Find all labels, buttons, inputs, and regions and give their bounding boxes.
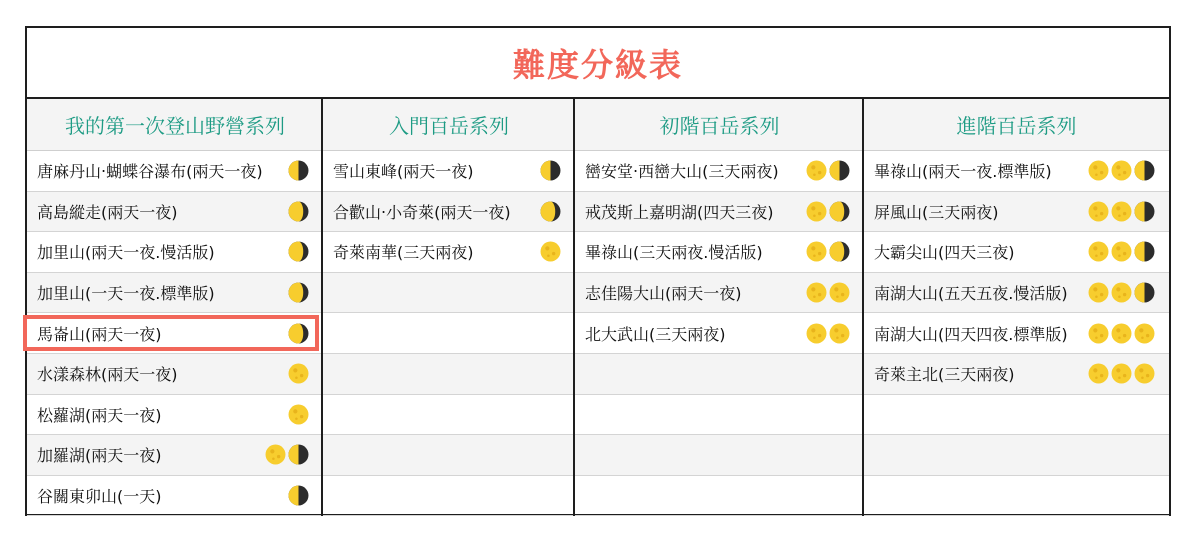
table-row <box>575 395 864 436</box>
difficulty-rating <box>288 323 309 344</box>
table-row <box>323 192 575 233</box>
half-moon-icon <box>288 444 309 465</box>
trip-label: 巒安堂‧西巒大山(三天兩夜) <box>585 162 779 182</box>
table-row <box>864 354 1169 395</box>
full-moon-icon <box>1088 160 1109 181</box>
difficulty-rating <box>540 201 561 222</box>
difficulty-rating <box>806 160 850 181</box>
half-moon-icon <box>1134 282 1155 303</box>
difficulty-rating <box>288 160 309 181</box>
trip-label: 屏風山(三天兩夜) <box>874 202 999 222</box>
table-row <box>575 354 864 395</box>
trip-label: 南湖大山(五天五夜.慢活版) <box>874 284 1068 304</box>
column-header: 入門百岳系列 <box>323 99 575 151</box>
difficulty-rating <box>806 241 850 262</box>
gibbous-moon-icon <box>288 282 309 303</box>
difficulty-rating <box>1088 363 1155 384</box>
table-row <box>323 273 575 314</box>
table-row <box>575 313 864 354</box>
column-header: 我的第一次登山野營系列 <box>27 99 323 151</box>
difficulty-rating <box>1088 241 1155 262</box>
full-moon-icon <box>1111 282 1132 303</box>
trip-label: 加里山(兩天一夜.慢活版) <box>37 243 215 263</box>
full-moon-icon <box>1134 323 1155 344</box>
full-moon-icon <box>1111 363 1132 384</box>
difficulty-rating <box>288 363 309 384</box>
difficulty-rating <box>540 241 561 262</box>
gibbous-moon-icon <box>288 201 309 222</box>
difficulty-rating <box>1088 160 1155 181</box>
column-intro-peaks <box>321 99 575 516</box>
half-moon-icon <box>1134 241 1155 262</box>
trip-label: 戒茂斯上嘉明湖(四天三夜) <box>585 202 774 222</box>
full-moon-icon <box>1134 363 1155 384</box>
full-moon-icon <box>806 201 827 222</box>
full-moon-icon <box>1088 201 1109 222</box>
table-row <box>864 232 1169 273</box>
difficulty-rating <box>288 485 309 506</box>
difficulty-rating <box>806 282 850 303</box>
difficulty-rating <box>1088 282 1155 303</box>
table-row <box>864 151 1169 192</box>
gibbous-moon-icon <box>829 201 850 222</box>
trip-label: 水漾森林(兩天一夜) <box>37 365 178 385</box>
full-moon-icon <box>829 282 850 303</box>
half-moon-icon <box>288 160 309 181</box>
table-row <box>864 476 1169 517</box>
difficulty-rating <box>540 160 561 181</box>
full-moon-icon <box>540 241 561 262</box>
table-row <box>323 313 575 354</box>
table-row <box>323 476 575 517</box>
table-row <box>575 151 864 192</box>
difficulty-rating <box>288 201 309 222</box>
trip-label: 奇萊南華(三天兩夜) <box>333 243 474 263</box>
table-row <box>575 476 864 517</box>
table-row <box>864 313 1169 354</box>
difficulty-rating <box>806 201 850 222</box>
difficulty-rating <box>265 444 309 465</box>
table-row <box>27 476 323 517</box>
difficulty-rating <box>288 282 309 303</box>
column-advanced-peaks <box>862 99 1169 516</box>
trip-label: 畢祿山(三天兩夜.慢活版) <box>585 243 763 263</box>
full-moon-icon <box>1088 282 1109 303</box>
table-row <box>323 151 575 192</box>
full-moon-icon <box>806 323 827 344</box>
table-row <box>27 151 323 192</box>
full-moon-icon <box>806 241 827 262</box>
full-moon-icon <box>829 323 850 344</box>
gibbous-moon-icon <box>288 241 309 262</box>
trip-label: 松蘿湖(兩天一夜) <box>37 405 162 425</box>
trip-label: 雪山東峰(兩天一夜) <box>333 162 474 182</box>
table-row <box>575 192 864 233</box>
difficulty-rating <box>288 404 309 425</box>
half-moon-icon <box>288 485 309 506</box>
trip-label: 加里山(一天一夜.標準版) <box>37 284 215 304</box>
full-moon-icon <box>265 444 286 465</box>
table-row <box>575 273 864 314</box>
full-moon-icon <box>806 282 827 303</box>
difficulty-rating <box>288 241 309 262</box>
table-row <box>323 354 575 395</box>
trip-label: 加羅湖(兩天一夜) <box>37 446 162 466</box>
table-row <box>27 354 323 395</box>
full-moon-icon <box>288 404 309 425</box>
half-moon-icon <box>1134 160 1155 181</box>
column-beginner-peaks <box>573 99 864 516</box>
difficulty-rating <box>1088 323 1155 344</box>
table-row <box>323 395 575 436</box>
full-moon-icon <box>806 160 827 181</box>
table-row <box>864 192 1169 233</box>
table-row <box>323 435 575 476</box>
table-row <box>27 395 323 436</box>
full-moon-icon <box>1088 323 1109 344</box>
trip-label: 馬崙山(兩天一夜) <box>37 324 162 344</box>
table-row <box>864 395 1169 436</box>
trip-label: 合歡山‧小奇萊(兩天一夜) <box>333 202 511 222</box>
table-row <box>27 232 323 273</box>
table-row <box>27 273 323 314</box>
full-moon-icon <box>1088 241 1109 262</box>
table-title: 難度分級表 <box>27 28 1169 99</box>
trip-label: 南湖大山(四天四夜.標準版) <box>874 324 1068 344</box>
trip-label: 奇萊主北(三天兩夜) <box>874 365 1015 385</box>
table-row <box>575 232 864 273</box>
trip-label: 谷關東卯山(一天) <box>37 487 162 507</box>
full-moon-icon <box>1111 160 1132 181</box>
column-header: 初階百岳系列 <box>575 99 864 151</box>
table-row <box>27 313 323 354</box>
gibbous-moon-icon <box>288 323 309 344</box>
trip-label: 北大武山(三天兩夜) <box>585 324 726 344</box>
table-row <box>864 273 1169 314</box>
column-first-camping <box>27 99 323 516</box>
trip-label: 志佳陽大山(兩天一夜) <box>585 284 742 304</box>
full-moon-icon <box>1111 323 1132 344</box>
table-row <box>575 435 864 476</box>
half-moon-icon <box>829 160 850 181</box>
full-moon-icon <box>1088 363 1109 384</box>
full-moon-icon <box>1111 201 1132 222</box>
table-row <box>864 435 1169 476</box>
trip-label: 畢祿山(兩天一夜.標準版) <box>874 162 1052 182</box>
half-moon-icon <box>1134 201 1155 222</box>
gibbous-moon-icon <box>829 241 850 262</box>
trip-label: 大霸尖山(四天三夜) <box>874 243 1015 263</box>
full-moon-icon <box>1111 241 1132 262</box>
difficulty-rating <box>806 323 850 344</box>
table-row <box>27 435 323 476</box>
table-row <box>323 232 575 273</box>
column-header: 進階百岳系列 <box>864 99 1169 151</box>
half-moon-icon <box>540 160 561 181</box>
gibbous-moon-icon <box>540 201 561 222</box>
difficulty-table <box>25 26 1171 516</box>
trip-label: 唐麻丹山‧蝴蝶谷瀑布(兩天一夜) <box>37 162 263 182</box>
difficulty-rating <box>1088 201 1155 222</box>
trip-label: 高島縱走(兩天一夜) <box>37 202 178 222</box>
full-moon-icon <box>288 363 309 384</box>
table-row <box>27 192 323 233</box>
